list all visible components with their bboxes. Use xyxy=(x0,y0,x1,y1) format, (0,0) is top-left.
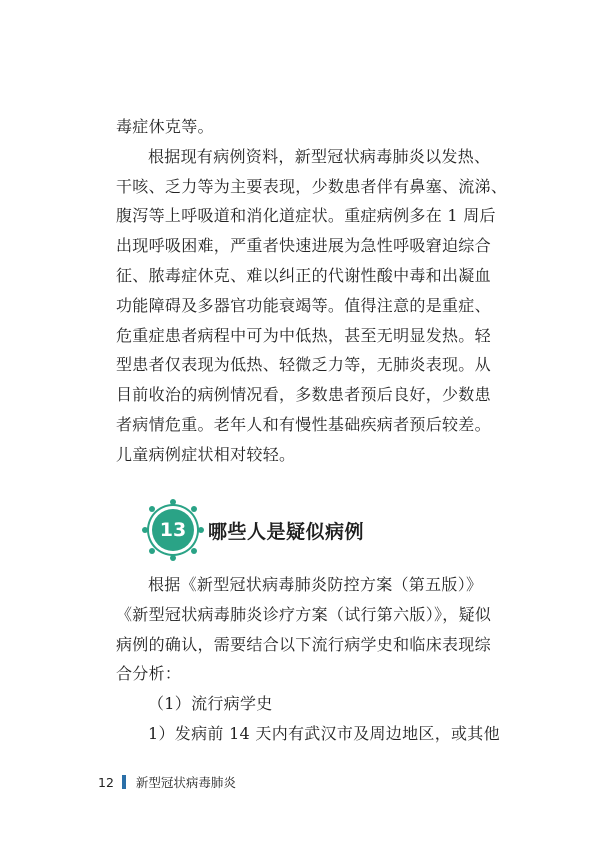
badge-spike xyxy=(170,499,176,505)
text-line: 合分析： xyxy=(116,664,182,684)
section-heading xyxy=(152,507,364,553)
body-text-top xyxy=(116,112,508,470)
list-heading: （1）流行病学史 xyxy=(148,694,273,714)
badge-spike xyxy=(191,506,197,512)
text-line: 型患者仅表现为低热、轻微乏力等，无肺炎表现。从 xyxy=(116,355,491,375)
badge-spike xyxy=(142,527,148,533)
text-line: 出现呼吸困难，严重者快速进展为急性呼吸窘迫综合 xyxy=(116,236,491,256)
text-line: 根据现有病例资料，新型冠状病毒肺炎以发热、 xyxy=(148,146,491,166)
page-footer xyxy=(98,772,236,792)
paragraph-continuation: 毒症休克等。 xyxy=(116,117,214,136)
text-line: 儿童病例症状相对较轻。 xyxy=(116,444,296,464)
text-line: 危重症患者病程中可为中低热，甚至无明显发热。轻 xyxy=(116,325,491,345)
text-line: 者病情危重。老年人和有慢性基础疾病者预后较差。 xyxy=(116,414,491,434)
badge-spike xyxy=(149,506,155,512)
badge-spike xyxy=(149,548,155,554)
body-text-bottom xyxy=(116,570,502,749)
text-line: 《新型冠状病毒肺炎诊疗方案（试行第六版）》，疑似 xyxy=(116,604,492,624)
paragraph-criteria xyxy=(116,570,502,689)
text-line: 病例的确认，需要结合以下流行病学史和临床表现综 xyxy=(116,634,491,654)
text-line: 腹泻等上呼吸道和消化道症状。重症病例多在 1 周后 xyxy=(116,206,496,226)
paragraph-symptoms xyxy=(116,142,508,470)
text-line: 征、脓毒症休克、难以纠正的代谢性酸中毒和出凝血 xyxy=(116,265,491,285)
badge-spike xyxy=(191,548,197,554)
text-line: 干咳、乏力等为主要表现，少数患者伴有鼻塞、流涕、 xyxy=(116,176,508,196)
book-title: 新型冠状病毒肺炎 xyxy=(135,775,236,790)
badge-spike xyxy=(198,527,204,533)
text-line: 根据《新型冠状病毒肺炎防控方案（第五版）》 xyxy=(148,575,483,594)
virus-number-badge xyxy=(152,509,194,551)
list-item: 1）发病前 14 天内有武汉市及周边地区，或其他 xyxy=(148,723,500,743)
section-number: 13 xyxy=(159,519,187,541)
page-number: 12 xyxy=(98,774,114,790)
text-line: 功能障碍及多器官功能衰竭等。值得注意的是重症、 xyxy=(116,295,491,315)
footer-divider-bar xyxy=(122,775,126,789)
section-title: 哪些人是疑似病例 xyxy=(208,520,365,543)
text-line: 目前收治的病例情况看，多数患者预后良好，少数患 xyxy=(116,385,491,405)
badge-spike xyxy=(170,555,176,561)
